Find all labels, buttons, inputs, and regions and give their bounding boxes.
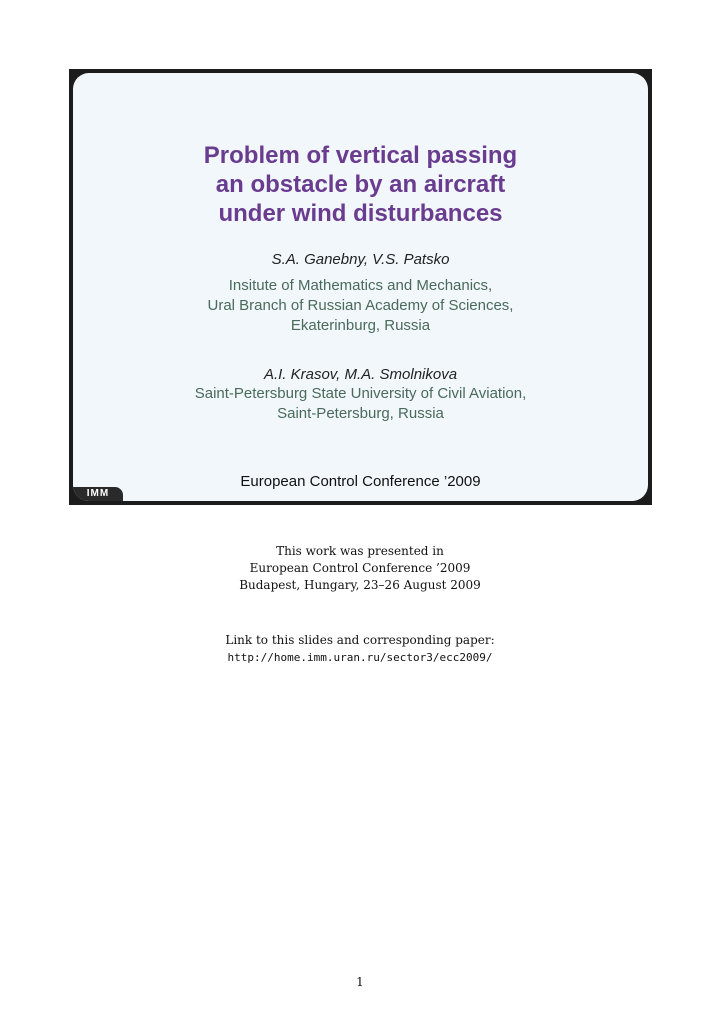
authors-group-1: S.A. Ganebny, V.S. Patsko [271, 251, 450, 268]
slide-body [73, 73, 648, 501]
affiliation-line: Ural Branch of Russian Academy of Sciences, [207, 297, 514, 314]
page-number: 1 [356, 975, 364, 989]
authors-group-2: A.I. Krasov, M.A. Smolnikova [263, 366, 458, 383]
imm-logo-badge: IMM [73, 487, 123, 501]
affiliation-line: Ekaterinburg, Russia [290, 317, 431, 334]
note-line: Budapest, Hungary, 23–26 August 2009 [239, 578, 481, 592]
conference-name: European Control Conference ’2009 [240, 473, 481, 490]
title-line: Problem of vertical passing [203, 142, 518, 169]
slide-frame [69, 69, 652, 505]
note-line: This work was presented in [276, 544, 444, 558]
note-line: European Control Conference ’2009 [249, 561, 471, 575]
affiliation-line: Saint-Petersburg State University of Civil Aviation, [194, 385, 527, 402]
affiliation-line: Saint-Petersburg, Russia [277, 405, 444, 422]
presentation-note [0, 543, 720, 594]
link-label: Link to this slides and corresponding paper: [225, 633, 495, 647]
title-line: under wind disturbances [218, 200, 503, 227]
affiliation-1 [73, 276, 648, 336]
slides-url-link[interactable]: http://home.imm.uran.ru/sector3/ecc2009/ [227, 651, 493, 664]
slide-title [73, 141, 648, 228]
affiliation-line: Insitute of Mathematics and Mechanics, [228, 277, 493, 294]
link-block [0, 631, 720, 667]
title-line: an obstacle by an aircraft [215, 171, 506, 198]
affiliation-2 [73, 384, 648, 424]
